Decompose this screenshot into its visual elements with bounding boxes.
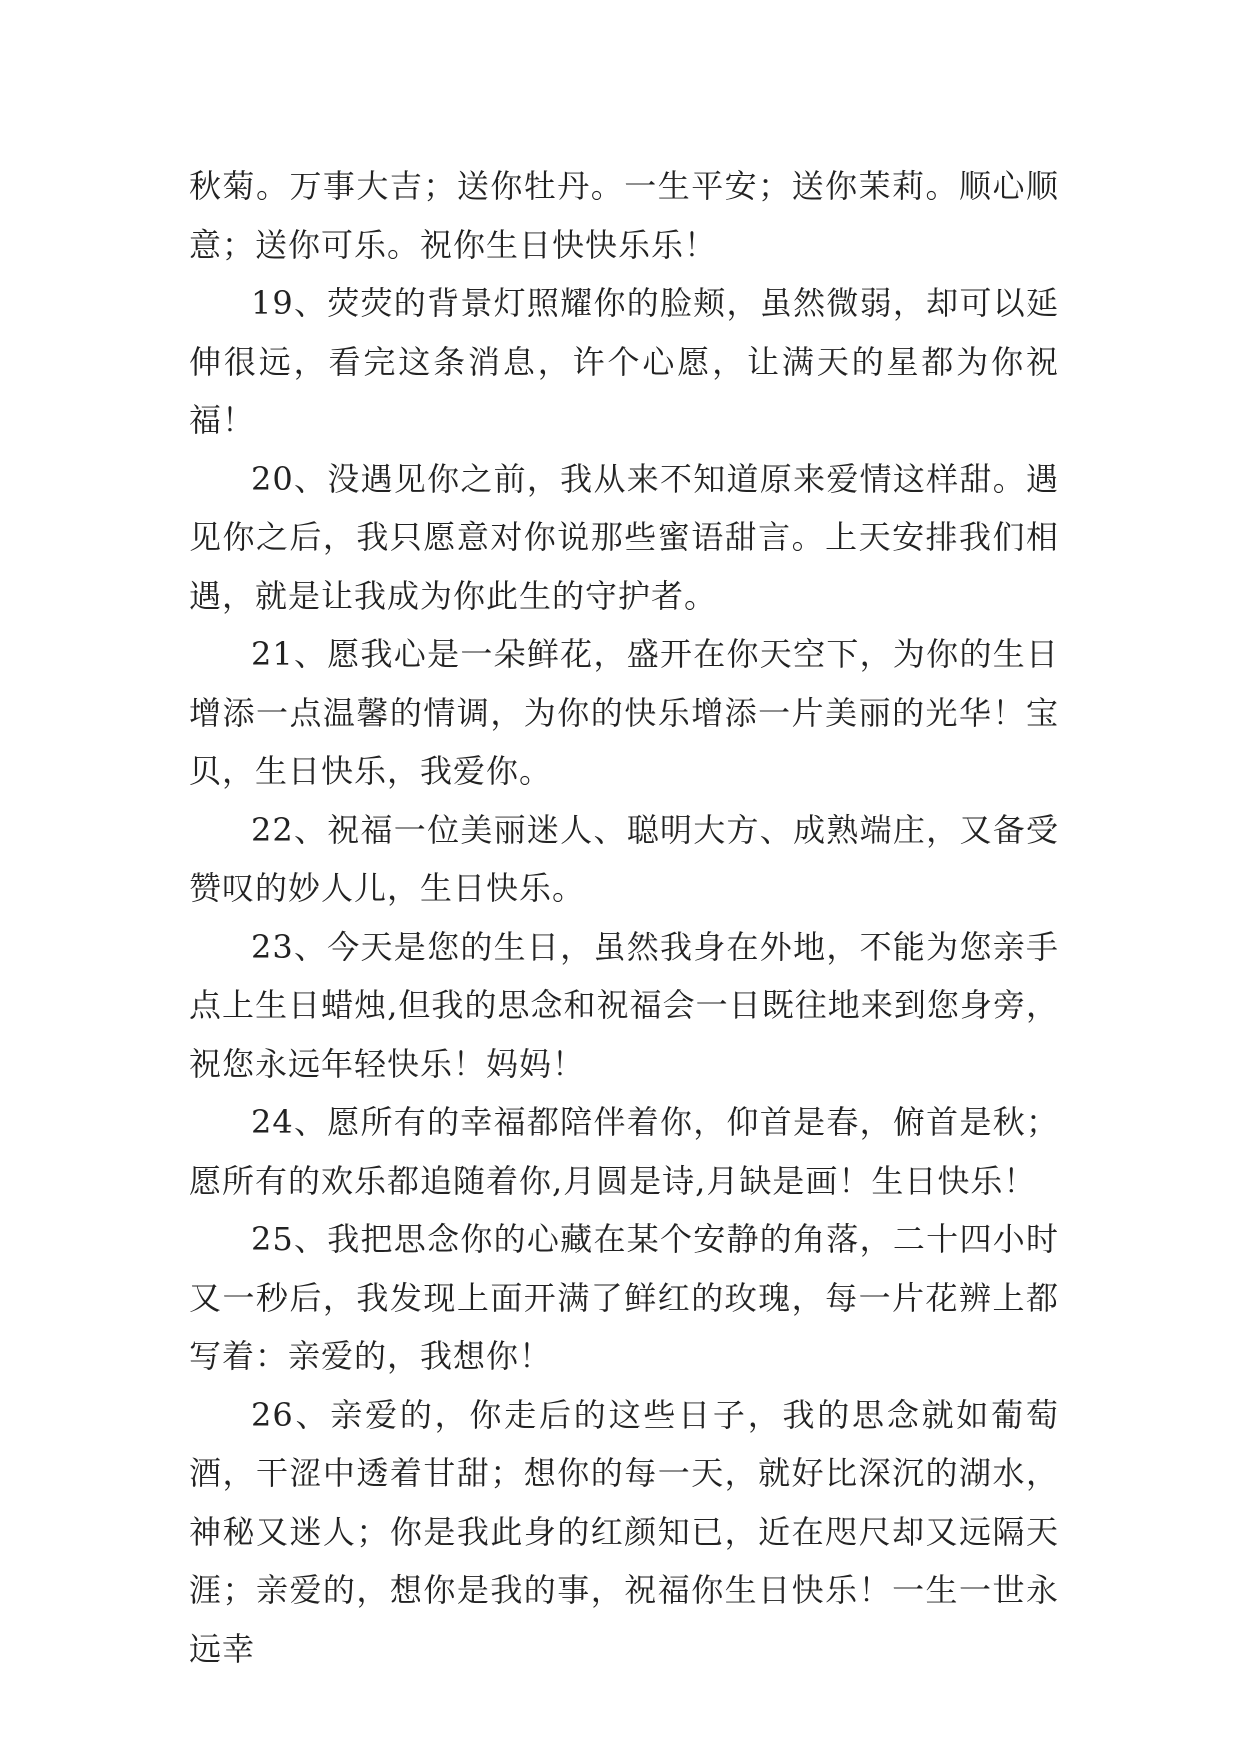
paragraph-19: 19、荧荧的背景灯照耀你的脸颊，虽然微弱，却可以延伸很远，看完这条消息，许个心愿，让满天的星都为你祝福！ bbox=[189, 284, 1059, 439]
paragraph-continued: 秋菊。万事大吉；送你牡丹。一生平安；送你茉莉。顺心顺意；送你可乐。祝你生日快快乐乐！ bbox=[189, 167, 1059, 264]
paragraph-21: 21、愿我心是一朵鲜花，盛开在你天空下，为你的生日增添一点温馨的情调，为你的快乐增添一片美丽的光华！宝贝，生日快乐，我爱你。 bbox=[189, 635, 1059, 790]
paragraph-24: 24、愿所有的幸福都陪伴着你，仰首是春，俯首是秋；愿所有的欢乐都追随着你,月圆是诗,月缺是画！生日快乐！ bbox=[189, 1103, 1059, 1200]
paragraph-23: 23、今天是您的生日，虽然我身在外地，不能为您亲手点上生日蜡烛,但我的思念和祝福会一日既往地来到您身旁，祝您永远年轻快乐！妈妈！ bbox=[189, 927, 1059, 1083]
document-body bbox=[189, 157, 1059, 1678]
paragraph-20: 20、没遇见你之前，我从来不知道原来爱情这样甜。遇见你之后，我只愿意对你说那些蜜语甜言。上天安排我们相遇，就是让我成为你此生的守护者。 bbox=[189, 459, 1059, 615]
paragraph-26: 26、亲爱的，你走后的这些日子，我的思念就如葡萄酒，干涩中透着甘甜；想你的每一天，就好比深沉的湖水，神秘又迷人；你是我此身的红颜知已，近在咫尺却又远隔天涯；亲爱的，想你是我的事，祝福你生日快乐！一生一世永远幸 bbox=[189, 1395, 1059, 1668]
paragraph-22: 22、祝福一位美丽迷人、聪明大方、成熟端庄，又备受赞叹的妙人儿，生日快乐。 bbox=[189, 810, 1059, 907]
paragraph-25: 25、我把思念你的心藏在某个安静的角落，二十四小时又一秒后，我发现上面开满了鲜红的玫瑰，每一片花辨上都写着：亲爱的，我想你！ bbox=[189, 1220, 1059, 1375]
